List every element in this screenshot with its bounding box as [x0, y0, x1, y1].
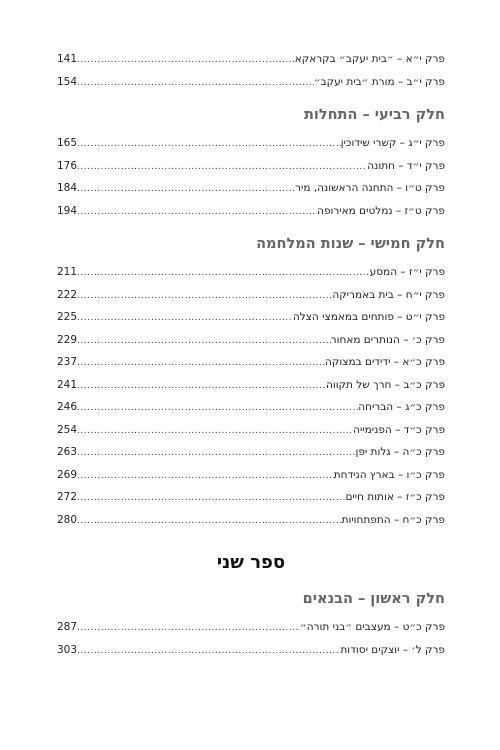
toc-entry — [57, 200, 445, 223]
toc-chapter-title: פרק כ״ז – אותות חיים — [345, 491, 445, 503]
dot-leader — [77, 178, 295, 201]
toc-entry — [57, 374, 445, 397]
toc-chapter-title: פרק כ״ו – בארץ הנידחת — [333, 468, 445, 481]
toc-chapter-title: פרק ט״ו – התחנה הראשונה, מיר — [295, 182, 445, 194]
dot-leader — [77, 133, 341, 156]
toc-entry — [57, 155, 445, 178]
dot-leader — [77, 330, 331, 353]
toc-page-number: 211 — [57, 266, 78, 278]
toc-entry — [57, 329, 445, 352]
dot-leader — [77, 201, 317, 224]
toc-book-two — [57, 551, 445, 661]
toc-page-number: 241 — [57, 378, 78, 391]
dot-leader — [77, 640, 340, 663]
dot-leader — [77, 420, 353, 443]
dot-leader — [77, 442, 355, 465]
toc-chapter-title: פרק ט״ז – נמלטים מאירופה — [317, 204, 445, 217]
toc-page-number: 154 — [57, 75, 78, 88]
toc-page-number: 287 — [57, 621, 78, 633]
dot-leader — [77, 487, 345, 510]
toc-chapter-title: פרק ל׳ – יוצקים יסודות — [340, 643, 445, 656]
toc-entry — [57, 132, 445, 155]
toc-entry — [57, 441, 445, 464]
toc-page-number: 184 — [57, 182, 78, 194]
toc-chapter-title: פרק י״ט – פותחים במאמצי הצלה — [292, 311, 445, 323]
toc-page-number: 176 — [57, 159, 78, 172]
toc-chapter-title: פרק י״ד – חתונה — [367, 159, 445, 172]
toc-page-number: 272 — [57, 491, 78, 503]
toc-entry — [57, 261, 445, 284]
toc-chapter-title: פרק י״ג – קשרי שידוכין — [340, 137, 445, 149]
toc-page-number: 222 — [57, 288, 78, 301]
dot-leader — [77, 49, 295, 72]
toc-entry — [57, 639, 445, 662]
toc-entry — [57, 284, 445, 307]
toc-entry — [57, 351, 445, 374]
toc-group-continuation — [57, 48, 445, 93]
toc-chapter-title: פרק י״א – ״בית יעקב״ בקראקא — [294, 53, 445, 65]
toc-group-part-five — [57, 233, 445, 531]
part-heading: חלק ראשון – הבנאים — [302, 591, 445, 607]
toc-page-number: 141 — [57, 53, 78, 65]
toc-entry — [57, 509, 445, 532]
toc-chapter-title: פרק כ״ג – הבריחה — [358, 401, 445, 413]
table-of-contents — [57, 48, 445, 661]
toc-entry — [57, 306, 445, 329]
toc-page-number: 269 — [57, 468, 78, 481]
dot-leader — [77, 397, 358, 420]
dot-leader — [77, 510, 342, 533]
part-heading: חלק חמישי – שנות המלחמה — [256, 236, 445, 252]
toc-chapter-title: פרק י״ז – המסע — [369, 266, 445, 278]
dot-leader — [77, 262, 370, 285]
toc-page-number: 165 — [57, 137, 78, 149]
part-heading: חלק רביעי – התחלות — [303, 107, 445, 123]
dot-leader — [77, 375, 326, 398]
toc-entry — [57, 419, 445, 442]
toc-chapter-title: פרק כ״ד – הפנימייה — [353, 423, 445, 436]
toc-page-number: 237 — [57, 356, 78, 368]
toc-page-number: 303 — [57, 643, 78, 656]
toc-chapter-title: פרק כ״א – ידידים במצוקה — [325, 356, 445, 368]
dot-leader — [77, 72, 314, 95]
toc-page-number: 263 — [57, 446, 78, 458]
toc-page-number: 229 — [57, 333, 78, 346]
dot-leader — [77, 617, 300, 640]
toc-entry — [57, 464, 445, 487]
toc-chapter-title: פרק י״ח – בית באמריקה — [332, 288, 445, 301]
toc-page-number: 280 — [57, 513, 78, 526]
dot-leader — [77, 352, 325, 375]
toc-entry — [57, 396, 445, 419]
toc-chapter-title: פרק י״ב – מורת ״בית יעקב״ — [313, 75, 445, 88]
toc-page-number: 225 — [57, 311, 78, 323]
toc-entry — [57, 71, 445, 94]
toc-chapter-title: פרק כ״ח – התפתחויות — [341, 513, 445, 526]
toc-entry — [57, 616, 445, 639]
dot-leader — [77, 156, 367, 179]
toc-group-part-four — [57, 104, 445, 222]
toc-chapter-title: פרק כ׳ – הנותרים מאחור — [330, 333, 445, 346]
toc-chapter-title: פרק כ״ט – מעצבים ״בני תורה״ — [299, 621, 445, 633]
toc-page-number: 194 — [57, 204, 78, 217]
dot-leader — [77, 465, 334, 488]
dot-leader — [77, 307, 293, 330]
toc-entry — [57, 486, 445, 509]
toc-entry — [57, 48, 445, 71]
toc-entry — [57, 177, 445, 200]
dot-leader — [77, 285, 332, 308]
toc-page-number: 246 — [57, 401, 78, 413]
book-title: ספר שני — [216, 552, 286, 573]
toc-page-number: 254 — [57, 423, 78, 436]
toc-chapter-title: פרק כ״ה – גלות יפן — [355, 446, 445, 458]
toc-chapter-title: פרק כ״ב – חרך של תקווה — [325, 378, 445, 391]
